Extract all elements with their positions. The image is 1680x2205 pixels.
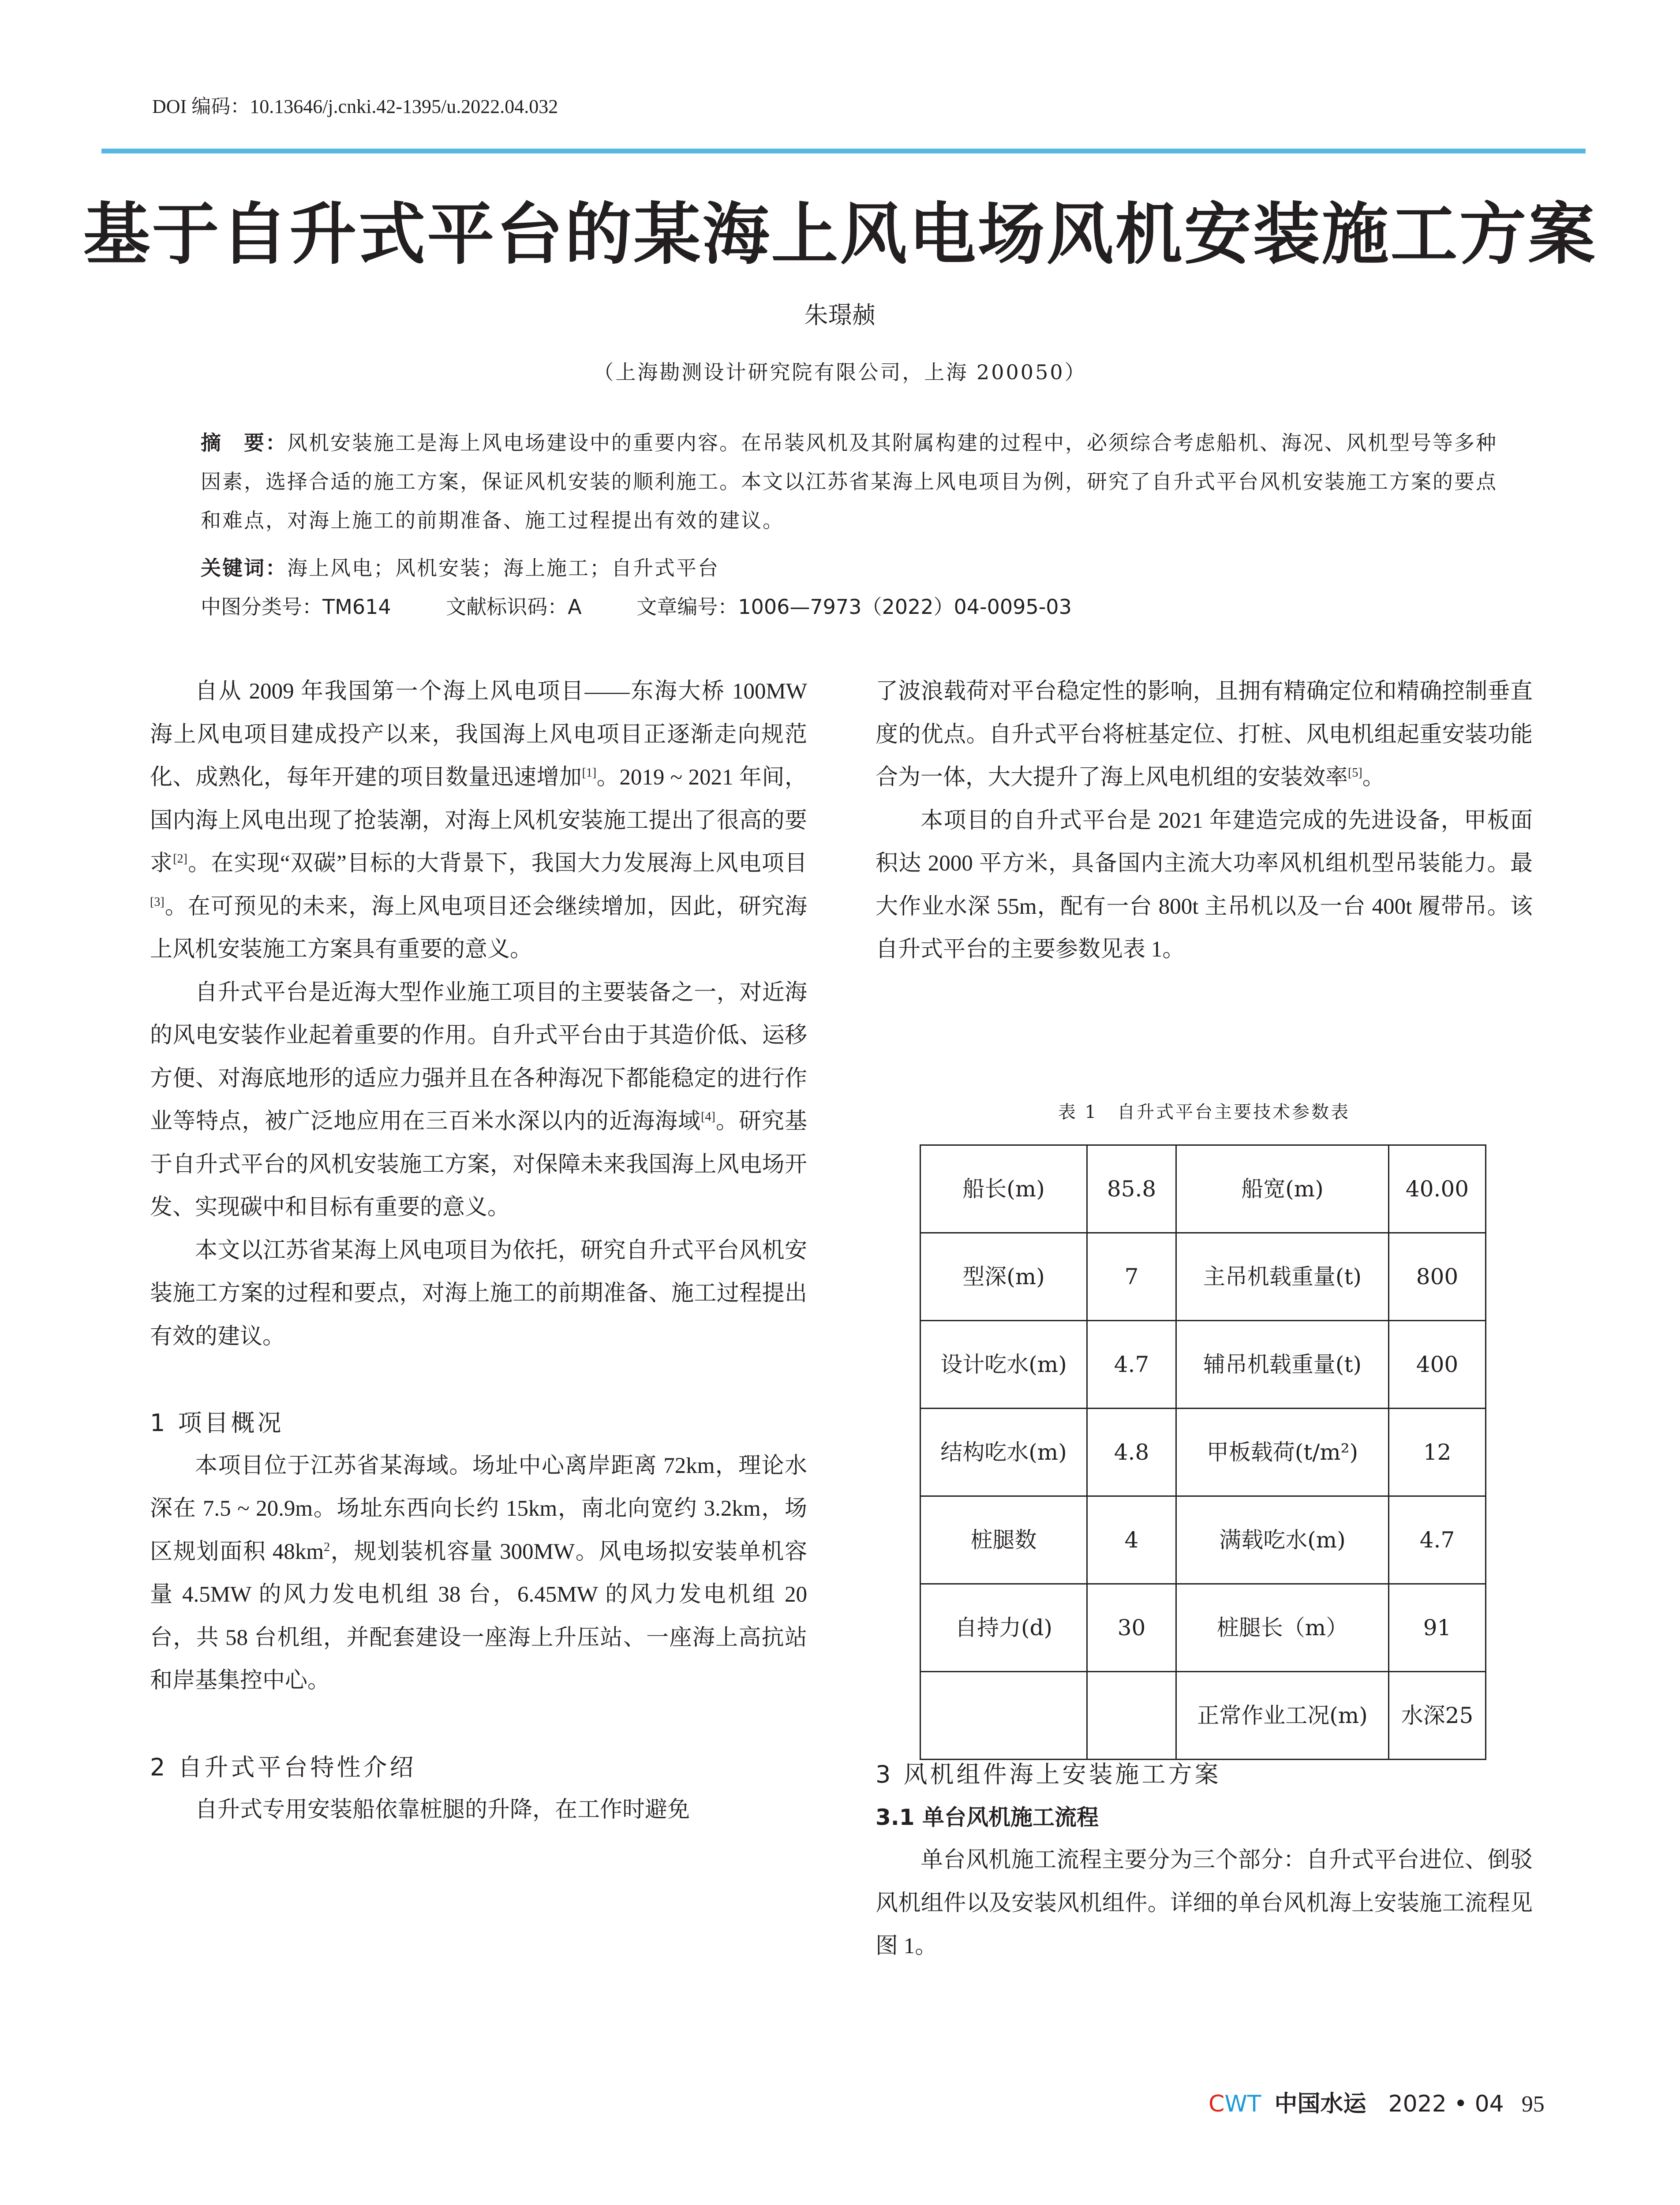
section-1-title: 1 项目概况 (150, 1409, 284, 1437)
table-cell: 桩腿长（m） (1176, 1584, 1389, 1672)
table-cell: 满载吃水(m) (1176, 1496, 1389, 1584)
table-row (920, 1233, 1486, 1321)
doi-line: DOI 编码：10.13646/j.cnki.42-1395/u.2022.04.032 (152, 96, 558, 117)
section-3-1-paragraph: 单台风机施工流程主要分为三个部分：自升式平台进位、倒驳风机组件以及安装风机组件。详细的单台风机海上安装施工流程见图 1。 (876, 1848, 1533, 1958)
table-cell: 30 (1087, 1584, 1176, 1672)
journal-name: 中国水运 (1274, 2090, 1366, 2117)
table-cell: 40.00 (1389, 1145, 1486, 1233)
intro-paragraph-2: 自升式平台是近海大型作业施工项目的主要装备之一，对近海的风电安装作业起着重要的作用。自升式平台由于其造价低、运移方便、对海底地形的适应力强并且在各种海况下都能稳定的进行作业等特点，被广泛地应用在三百米水深以内的近海海域[4]。研究基于自升式平台的风机安装施工方案，对保障未来我国海上风电场开发、实现碳中和目标有重要的意义。 (150, 980, 807, 1220)
table-cell: 结构吃水(m) (920, 1409, 1087, 1496)
table-row (920, 1409, 1486, 1496)
left-column (150, 670, 807, 1832)
abstract (201, 423, 1515, 540)
clc-number: 中图分类号：TM614 (201, 595, 391, 619)
table-row (920, 1145, 1486, 1233)
table-row (920, 1584, 1486, 1672)
cwt-logo: CWT (1209, 2091, 1261, 2117)
table-cell: 85.8 (1087, 1145, 1176, 1233)
intro-paragraph-3: 本文以江苏省某海上风电项目为依托，研究自升式平台风机安装施工方案的过程和要点，对海上施工的前期准备、施工过程提出有效的建议。 (150, 1238, 807, 1349)
section-3-title: 3 风机组件海上安装施工方案 (876, 1760, 1221, 1788)
page-number: 95 (1521, 2092, 1545, 2117)
table-cell: 甲板载荷(t/m²) (1176, 1409, 1389, 1496)
table-cell: 4.8 (1087, 1409, 1176, 1496)
table-row (920, 1496, 1486, 1584)
table-cell: 水深25 (1389, 1672, 1486, 1760)
article-number: 文章编号：1006—7973（2022）04-0095-03 (636, 595, 1072, 619)
table-cell: 4.7 (1087, 1321, 1176, 1409)
header-rule (101, 149, 1586, 153)
affiliation: （上海勘测设计研究院有限公司，上海 200050） (593, 360, 1087, 384)
table-cell: 主吊机载重量(t) (1176, 1233, 1389, 1321)
parameter-table (920, 1144, 1486, 1760)
table-cell: 辅吊机载重量(t) (1176, 1321, 1389, 1409)
table-caption: 表 1 自升式平台主要技术参数表 (1058, 1102, 1351, 1122)
table-cell: 船宽(m) (1176, 1145, 1389, 1233)
abstract-label: 摘 要： (201, 431, 287, 455)
keywords (201, 549, 719, 587)
table-cell: 型深(m) (920, 1233, 1087, 1321)
table-cell (1087, 1672, 1176, 1760)
keywords-label: 关键词： (201, 556, 287, 580)
section-2-paragraph: 自升式专用安装船依靠桩腿的升降，在工作时避免 (195, 1798, 690, 1822)
ref-2[interactable]: [2] (173, 852, 187, 866)
table-cell: 4 (1087, 1496, 1176, 1584)
table-cell: 设计吃水(m) (920, 1321, 1087, 1409)
section-1-paragraph: 本项目位于江苏省某海域。场址中心离岸距离 72km，理论水深在 7.5 ~ 20.9m。场址东西向长约 15km，南北向宽约 3.2km，场区规划面积 $48km^2$，规划装机容量 300MW。风电场拟安装单机容量 4.5MW 的风力发电机组 38 台，6.45MW 的风力发电机组 20 台，共 58 台机组，并配套建设一座海上升压站、一座海上高抗站和岸基集控中心。 (150, 1453, 807, 1693)
table-cell: 桩腿数 (920, 1496, 1087, 1584)
section-2-paragraph-cont: 了波浪载荷对平台稳定性的影响，且拥有精确定位和精确控制垂直度的优点。自升式平台将桩基定位、打桩、风电机组起重安装功能合为一体，大大提升了海上风电机组的安装效率[5]。 (876, 679, 1533, 790)
ref-3[interactable]: [3] (150, 895, 165, 909)
ref-1[interactable]: [1] (582, 766, 597, 780)
ref-5[interactable]: [5] (1348, 766, 1362, 780)
paper-title: 基于自升式平台的某海上风电场风机安装施工方案 (83, 194, 1597, 273)
table-cell: 船长(m) (920, 1145, 1087, 1233)
table-cell: 800 (1389, 1233, 1486, 1321)
document-code: 文献标识码：A (446, 595, 582, 619)
intro-paragraph-1: 自从 2009 年我国第一个海上风电项目——东海大桥 100MW 海上风电项目建成投产以来，我国海上风电项目正逐渐走向规范化、成熟化，每年开建的项目数量迅速增加[1]。2019 ~ 2021 年间，国内海上风电出现了抢装潮，对海上风机安装施工提出了很高的要求[2]。在实现“双碳”目标的大背景下，我国大力发展海上风电项目[3]。在可预见的未来，海上风电项目还会继续增加，因此，研究海上风机安装施工方案具有重要的意义。 (150, 679, 807, 962)
abstract-text: 风机安装施工是海上风电场建设中的重要内容。在吊装风机及其附属构建的过程中，必须综合考虑船机、海况、风机型号等多种因素，选择合适的施工方案，保证风机安装的顺利施工。本文以江苏省某海上风电项目为例，研究了自升式平台风机安装施工方案的要点和难点，对海上施工的前期准备、施工过程提出有效的建议。 (201, 431, 1497, 532)
right-column-lower (876, 1753, 1533, 1968)
issue-number: 2022 • 04 (1388, 2091, 1504, 2117)
ref-4[interactable]: [4] (701, 1110, 715, 1124)
section-2-title: 2 自升式平台特性介绍 (150, 1753, 416, 1781)
table-row (920, 1321, 1486, 1409)
table-cell: 400 (1389, 1321, 1486, 1409)
author: 朱璟赪 (804, 301, 876, 329)
right-column (876, 670, 1533, 972)
table-cell: 91 (1389, 1584, 1486, 1672)
table-row (920, 1672, 1486, 1760)
table-cell: 正常作业工况(m) (1176, 1672, 1389, 1760)
table-cell (920, 1672, 1087, 1760)
page-footer (1209, 2085, 1545, 2118)
keywords-text: 海上风电；风机安装；海上施工；自升式平台 (287, 556, 719, 580)
table-cell: 自持力(d) (920, 1584, 1087, 1672)
section-3-1-title: 3.1 单台风机施工流程 (876, 1804, 1099, 1830)
table-cell: 7 (1087, 1233, 1176, 1321)
classification-line (201, 591, 1524, 620)
platform-paragraph: 本项目的自升式平台是 2021 年建造完成的先进设备，甲板面积达 2000 平方米，具备国内主流大功率风机组机型吊装能力。最大作业水深 55m，配有一台 800t 主吊机以及一台 400t 履带吊。该自升式平台的主要参数见表 1。 (876, 808, 1533, 962)
table-cell: 4.7 (1389, 1496, 1486, 1584)
table-cell: 12 (1389, 1409, 1486, 1496)
